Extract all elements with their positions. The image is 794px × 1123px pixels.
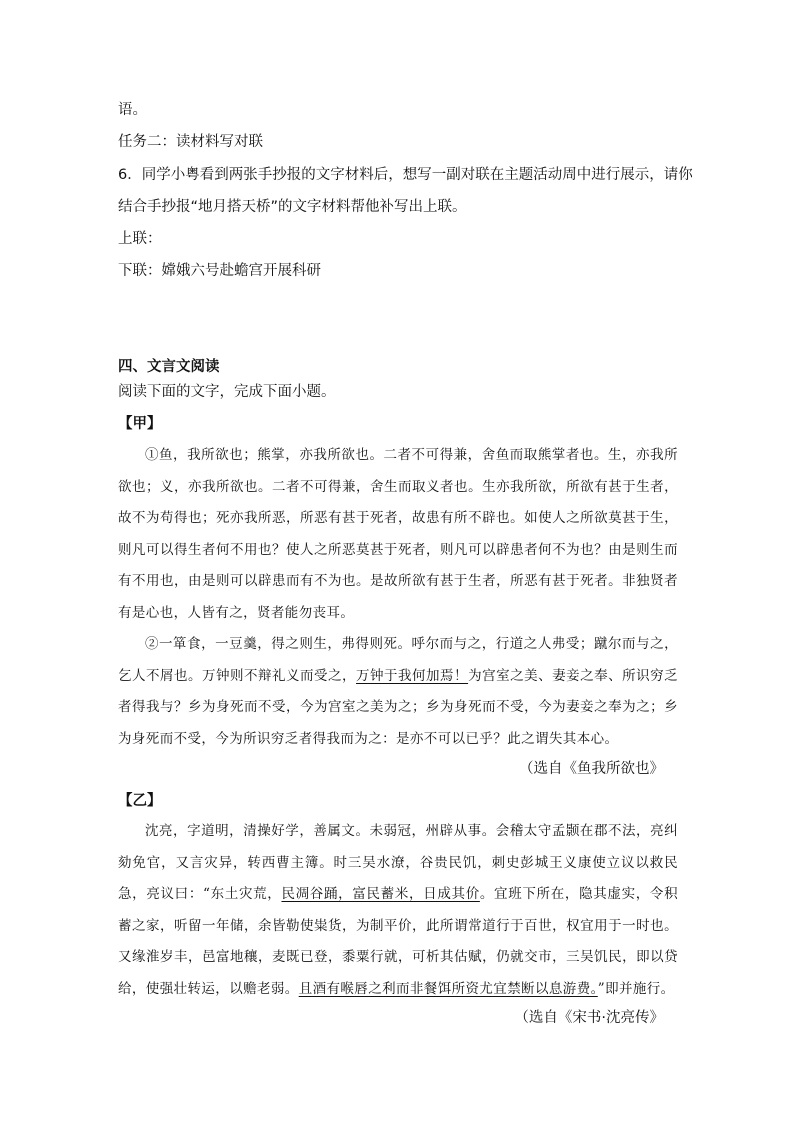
upper-couplet-prompt: 上联：: [118, 231, 162, 247]
passage-yi-paragraph: [118, 816, 678, 1005]
underlined-phrase-2: 且酒有喉唇之利而非餐饵所资尤宜禁断以息游费。: [298, 980, 598, 997]
passage-yi: [118, 816, 678, 1005]
passage-jia: [118, 440, 678, 755]
passage-yi-start: 沈亮，字道明，清操好学，善属文。未弱冠，州辟从事。会稽太守孟颢在郡不法，亮纠劾免官，又言灾异，转西曹主簿。时三吴水潦，谷贵民饥，刺史彭城王义康使立议以救民急，亮议曰：“东土灾荒，: [118, 823, 678, 902]
passage-jia-paragraph-1: ①鱼，我所欲也；熊掌，亦我所欲也。二者不可得兼，舍鱼而取熊掌者也。生，亦我所欲也；义，亦我所欲也。二者不可得兼，舍生而取义者也。生亦我所欲，所欲有甚于生者，故不为苟得也；死亦我所恶，所恶有甚于死者，故患有所不辟也。如使人之所欲莫甚于生，则凡可以得生者何不用也？使人之所恶莫甚于死者，则凡可以辟患者何不为也？由是则生而有不用也，由是则可以辟患而有不为也。是故所欲有甚于生者，所恶有甚于死者。非独贤者有是心也，人皆有之，贤者能勿丧耳。: [118, 447, 678, 621]
passage-jia-paragraph-2-start: ②一箪食，一豆羹，得之则生，弗得则死。呼尔而与之，行道之人弗受；蹴尔而与之，乞人不屑也。万钟则不辩礼义而受之，: [118, 636, 678, 684]
question-6-line-2: 结合手抄报“地月搭天桥”的文字材料帮他补写出上联。: [118, 199, 467, 215]
passage-yi-end: ”即并施行。: [597, 980, 675, 997]
passage-yi-source: （选自《宋书·沈亮传》: [514, 1010, 664, 1026]
passage-yi-label: 【乙】: [118, 793, 162, 809]
underlined-phrase-1: 民凋谷踊，富民蓄米，日成其价: [281, 886, 480, 902]
passage-jia-label: 【甲】: [118, 416, 162, 432]
prev-question-end: 语。: [118, 102, 147, 118]
underlined-sentence: 万钟于我何加焉！: [356, 667, 469, 684]
section-title: 四、文言文阅读: [118, 359, 220, 375]
question-6-line-1: 6．同学小粤看到两张手抄报的文字材料后，想写一副对联在主题活动周中进行展示，请你: [118, 167, 693, 183]
lower-couplet: 下联：嫦娥六号赴蟾宫开展科研: [118, 263, 321, 279]
passage-yi-middle: 。宜班下所在，隐其虚实，令积蓄之家，听留一年储，余皆勒使粜货，为制平价，此所谓常道行于百世，权宜用于一时也。又缘淮岁丰，邑富地穰，麦既已登，黍粟行就，可析其估赋，仍就交市，三吴饥民，即以贷给，使强壮转运，以赡老弱。: [118, 886, 679, 997]
task-two-title: 任务二：读材料写对联: [118, 134, 263, 150]
section-instruction: 阅读下面的文字，完成下面小题。: [118, 384, 336, 400]
passage-jia-source: （选自《鱼我所欲也》: [519, 761, 664, 777]
passage-jia-paragraph-2: [118, 629, 678, 755]
passage-jia-paragraph-2-rest: 为宫室之美、妻妾之奉、所识穷乏者得我与？乡为身死而不受，今为宫室之美为之；乡为身死而不受，今为妻妾之奉为之；乡为身死而不受，今为所识穷乏者得我而为之：是亦不可以已乎？此之谓失其本心。: [118, 667, 679, 747]
